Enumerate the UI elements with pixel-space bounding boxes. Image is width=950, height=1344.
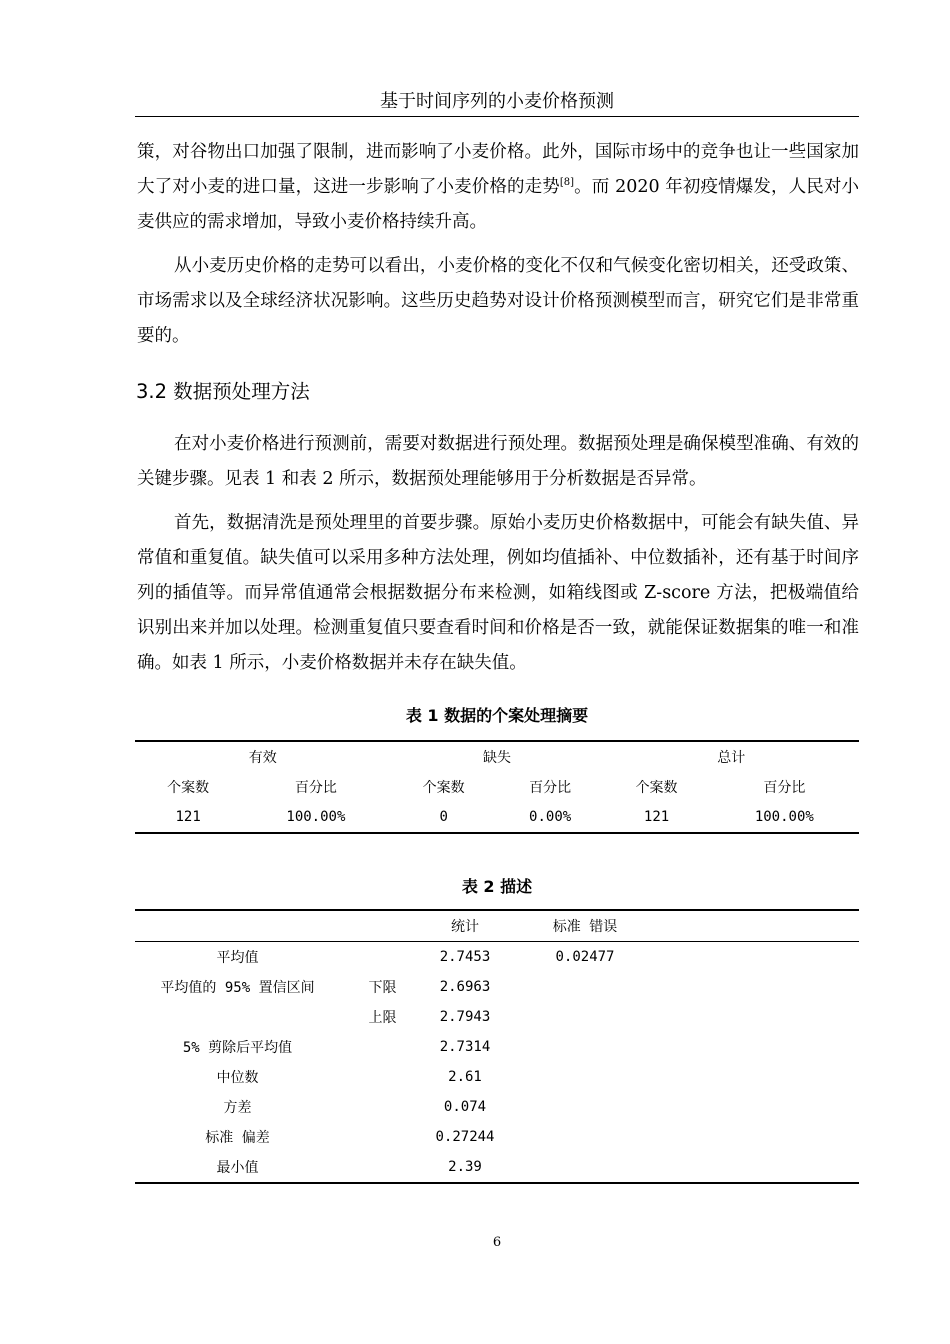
row-sublabel: 下限 <box>368 980 397 996</box>
paragraph-1-text: 策，对谷物出口加强了限制，进而影响了小麦价格。此外，国际市场中的竞争也让一些国家加大了对小麦的进口量，这进一步影响了小麦价格的走势 <box>137 142 859 197</box>
row-label: 平均值的 95% 置信区间 <box>160 980 315 996</box>
paragraph-2: 从小麦历史价格的走势可以看出，小麦价格的变化不仅和气候变化密切相关，还受政策、市场需求以及全球经济状况影响。这些历史趋势对设计价格预测模型而言，研究它们是非常重要的。 <box>137 256 859 346</box>
stat-value: 2.61 <box>448 1069 482 1085</box>
column-header: 个案数 <box>422 780 465 796</box>
empty-cell <box>665 1122 859 1152</box>
std-error-value <box>505 1122 665 1152</box>
empty-cell <box>665 1152 859 1183</box>
empty-cell <box>665 1002 859 1032</box>
empty-cell <box>665 1032 859 1062</box>
paragraph-1 <box>137 135 859 240</box>
std-error-value: 0.02477 <box>555 949 615 965</box>
descriptive-stats-table <box>135 909 859 1184</box>
row-sublabel <box>340 942 425 973</box>
column-header: 百分比 <box>294 780 337 796</box>
std-error-value <box>505 1152 665 1183</box>
column-header-se: 标准 错误 <box>505 910 665 942</box>
stat-value: 0.074 <box>443 1099 487 1115</box>
table-row <box>135 1092 859 1122</box>
row-sublabel <box>340 1092 425 1122</box>
column-header: 百分比 <box>763 780 806 796</box>
table-row <box>135 1122 859 1152</box>
citation-ref: [8] <box>559 177 575 189</box>
std-error-value <box>505 972 665 1002</box>
std-error-value <box>505 1092 665 1122</box>
table-1-caption: 表 1 数据的个案处理摘要 <box>405 706 589 725</box>
stat-value: 0.27244 <box>435 1129 495 1145</box>
table-header-row <box>135 772 859 802</box>
row-label: 平均值 <box>216 950 259 966</box>
paragraph-1-text-cont: 。而 2020 年初疫情爆发，人民对小麦供应的需求增加，导致小麦价格持续升高。 <box>137 177 859 232</box>
row-label: 标准 偏差 <box>205 1130 270 1146</box>
group-valid: 有效 <box>248 750 277 766</box>
table-row <box>135 942 859 973</box>
table-row <box>135 1062 859 1092</box>
stat-value: 2.7453 <box>439 949 491 965</box>
row-sublabel <box>340 1152 425 1183</box>
row-label: 中位数 <box>216 1070 259 1086</box>
stat-value: 2.6963 <box>439 979 491 995</box>
row-label <box>135 1002 340 1032</box>
row-sublabel <box>340 1062 425 1092</box>
header-empty <box>135 910 340 942</box>
row-sublabel <box>340 1032 425 1062</box>
table-row <box>135 802 859 833</box>
table-group-row <box>135 741 859 772</box>
column-header: 个案数 <box>167 780 210 796</box>
std-error-value <box>505 1032 665 1062</box>
table-row <box>135 1002 859 1032</box>
table-2-caption: 表 2 描述 <box>461 877 533 896</box>
paragraph-4: 首先，数据清洗是预处理里的首要步骤。原始小麦历史价格数据中，可能会有缺失值、异常值和重复值。缺失值可以采用多种方法处理，例如均值插补、中位数插补，还有基于时间序列的插值等。而异常值通常会根据数据分布来检测，如箱线图或 Z-score 方法，把极端值给识别出来并加以处理。检测重复值只要查看时间和价格是否一致，就能保证数据集的唯一和准确。如表 1 所示，小麦价格数据并未存在缺失值。 <box>137 513 859 673</box>
row-sublabel: 上限 <box>368 1010 397 1026</box>
table-cell: 0.00% <box>529 809 572 825</box>
empty-cell <box>665 942 859 973</box>
stat-value: 2.39 <box>448 1159 482 1175</box>
table-header-row <box>135 910 859 942</box>
header-empty <box>340 910 425 942</box>
table-row <box>135 972 859 1002</box>
table-row <box>135 1032 859 1062</box>
column-header-stat: 统计 <box>425 910 505 942</box>
table-cell: 100.00% <box>286 809 346 825</box>
stat-value: 2.7314 <box>439 1039 491 1055</box>
empty-cell <box>665 1062 859 1092</box>
empty-cell <box>665 972 859 1002</box>
group-missing: 缺失 <box>482 750 511 766</box>
stat-value: 2.7943 <box>439 1009 491 1025</box>
table-row <box>135 1152 859 1183</box>
header-rule <box>135 116 859 117</box>
row-label: 方差 <box>223 1100 252 1116</box>
header-empty <box>665 910 859 942</box>
section-heading: 3.2 数据预处理方法 <box>136 380 310 403</box>
case-summary-table <box>135 740 859 834</box>
std-error-value <box>505 1062 665 1092</box>
column-header: 个案数 <box>635 780 678 796</box>
empty-cell <box>665 1092 859 1122</box>
table-cell: 100.00% <box>754 809 814 825</box>
table-cell: 121 <box>643 809 670 825</box>
paragraph-3: 在对小麦价格进行预测前，需要对数据进行预处理。数据预处理是确保模型准确、有效的关键步骤。见表 1 和表 2 所示，数据预处理能够用于分析数据是否异常。 <box>137 434 859 489</box>
std-error-value <box>505 1002 665 1032</box>
column-header: 百分比 <box>529 780 572 796</box>
row-label: 最小值 <box>216 1160 259 1176</box>
running-header: 基于时间序列的小麦价格预测 <box>380 91 614 112</box>
row-label: 5% 剪除后平均值 <box>182 1040 293 1056</box>
table-cell: 121 <box>175 809 201 825</box>
table-cell: 0 <box>439 809 448 825</box>
row-sublabel <box>340 1122 425 1152</box>
page-number: 6 <box>492 1235 502 1250</box>
group-total: 总计 <box>717 750 746 766</box>
